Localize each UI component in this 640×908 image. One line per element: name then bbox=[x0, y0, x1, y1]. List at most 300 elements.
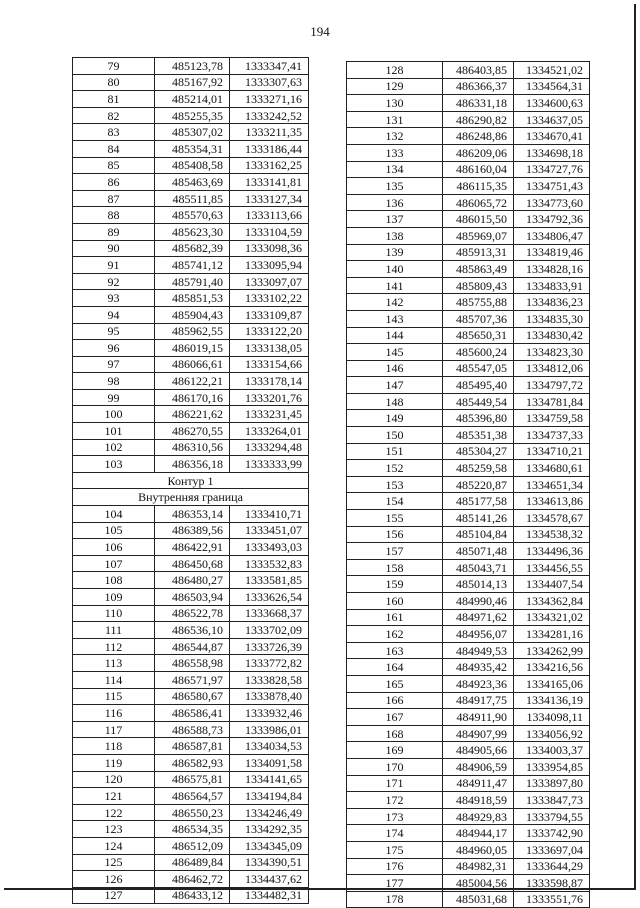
table-row bbox=[73, 323, 309, 340]
coord-x-cell: 484917,75 bbox=[443, 692, 514, 709]
table-row bbox=[347, 377, 590, 394]
point-number-cell: 115 bbox=[73, 688, 155, 705]
coord-y-cell: 1333451,07 bbox=[230, 522, 309, 539]
point-number-cell: 105 bbox=[73, 522, 155, 539]
coordinates-table-right bbox=[346, 61, 590, 908]
coord-y-cell: 1333141,81 bbox=[230, 174, 309, 191]
coord-y-cell: 1334407,54 bbox=[514, 576, 590, 593]
table-row bbox=[73, 771, 309, 788]
coord-x-cell: 486356,18 bbox=[155, 456, 230, 473]
table-row bbox=[347, 360, 590, 377]
coord-y-cell: 1333954,85 bbox=[514, 758, 590, 775]
coord-x-cell: 486066,61 bbox=[155, 356, 230, 373]
table-row bbox=[347, 626, 590, 643]
table-row bbox=[73, 423, 309, 440]
table-row bbox=[347, 78, 590, 95]
coord-x-cell: 486580,67 bbox=[155, 688, 230, 705]
coord-y-cell: 1334737,33 bbox=[514, 427, 590, 444]
coord-y-cell: 1334246,49 bbox=[230, 804, 309, 821]
table-row bbox=[347, 460, 590, 477]
coord-x-cell: 485141,26 bbox=[443, 510, 514, 527]
table-row bbox=[347, 227, 590, 244]
coord-x-cell: 485547,05 bbox=[443, 360, 514, 377]
coord-y-cell: 1334830,42 bbox=[514, 327, 590, 344]
point-number-cell: 156 bbox=[347, 526, 443, 543]
coord-x-cell: 486019,15 bbox=[155, 340, 230, 357]
point-number-cell: 169 bbox=[347, 742, 443, 759]
point-number-cell: 124 bbox=[73, 837, 155, 854]
coord-y-cell: 1334456,55 bbox=[514, 559, 590, 576]
table-row bbox=[73, 887, 309, 904]
point-number-cell: 121 bbox=[73, 788, 155, 805]
table-row bbox=[73, 638, 309, 655]
table-row bbox=[73, 223, 309, 240]
point-number-cell: 167 bbox=[347, 709, 443, 726]
table-row bbox=[347, 393, 590, 410]
point-number-cell: 149 bbox=[347, 410, 443, 427]
point-number-cell: 101 bbox=[73, 423, 155, 440]
coord-y-cell: 1334292,35 bbox=[230, 821, 309, 838]
coord-y-cell: 1334637,05 bbox=[514, 111, 590, 128]
coord-y-cell: 1333109,87 bbox=[230, 306, 309, 323]
table-row bbox=[73, 605, 309, 622]
coord-x-cell: 486588,73 bbox=[155, 721, 230, 738]
point-number-cell: 162 bbox=[347, 626, 443, 643]
table-row bbox=[73, 439, 309, 456]
table-row bbox=[73, 140, 309, 157]
point-number-cell: 168 bbox=[347, 725, 443, 742]
coord-y-cell: 1334698,18 bbox=[514, 144, 590, 161]
coord-x-cell: 486558,98 bbox=[155, 655, 230, 672]
coord-y-cell: 1334670,41 bbox=[514, 128, 590, 145]
point-number-cell: 166 bbox=[347, 692, 443, 709]
table-row bbox=[347, 841, 590, 858]
coord-y-cell: 1333702,09 bbox=[230, 622, 309, 639]
table-row bbox=[347, 62, 590, 79]
point-number-cell: 145 bbox=[347, 344, 443, 361]
table-row bbox=[347, 775, 590, 792]
coord-y-cell: 1334034,53 bbox=[230, 738, 309, 755]
point-number-cell: 176 bbox=[347, 858, 443, 875]
coord-y-cell: 1333794,55 bbox=[514, 808, 590, 825]
coord-x-cell: 485031,68 bbox=[443, 891, 514, 908]
coord-y-cell: 1333098,36 bbox=[230, 240, 309, 257]
point-number-cell: 116 bbox=[73, 705, 155, 722]
table-row bbox=[347, 244, 590, 261]
point-number-cell: 83 bbox=[73, 124, 155, 141]
coord-x-cell: 485913,31 bbox=[443, 244, 514, 261]
point-number-cell: 123 bbox=[73, 821, 155, 838]
point-number-cell: 120 bbox=[73, 771, 155, 788]
table-row bbox=[347, 593, 590, 610]
coord-y-cell: 1334836,23 bbox=[514, 294, 590, 311]
table-row bbox=[73, 107, 309, 124]
coord-y-cell: 1334437,62 bbox=[230, 871, 309, 888]
point-number-cell: 93 bbox=[73, 290, 155, 307]
coord-y-cell: 1334216,56 bbox=[514, 659, 590, 676]
coord-y-cell: 1333726,39 bbox=[230, 638, 309, 655]
table-row bbox=[73, 290, 309, 307]
coord-x-cell: 485004,56 bbox=[443, 875, 514, 892]
table-row bbox=[347, 609, 590, 626]
point-number-cell: 159 bbox=[347, 576, 443, 593]
point-number-cell: 143 bbox=[347, 310, 443, 327]
coord-x-cell: 485104,84 bbox=[443, 526, 514, 543]
point-number-cell: 174 bbox=[347, 825, 443, 842]
coord-y-cell: 1334759,58 bbox=[514, 410, 590, 427]
coord-y-cell: 1334680,61 bbox=[514, 460, 590, 477]
table-row bbox=[347, 443, 590, 460]
table-row bbox=[73, 837, 309, 854]
coord-x-cell: 484905,66 bbox=[443, 742, 514, 759]
table-row bbox=[73, 804, 309, 821]
table-row bbox=[73, 207, 309, 224]
table-row bbox=[73, 754, 309, 771]
table-row bbox=[347, 95, 590, 112]
table-row bbox=[73, 788, 309, 805]
point-number-cell: 96 bbox=[73, 340, 155, 357]
right-table-body bbox=[347, 62, 590, 908]
point-number-cell: 99 bbox=[73, 389, 155, 406]
point-number-cell: 151 bbox=[347, 443, 443, 460]
table-row bbox=[347, 709, 590, 726]
coord-x-cell: 485449,54 bbox=[443, 393, 514, 410]
point-number-cell: 127 bbox=[73, 887, 155, 904]
point-number-cell: 79 bbox=[73, 58, 155, 75]
point-number-cell: 139 bbox=[347, 244, 443, 261]
point-number-cell: 136 bbox=[347, 194, 443, 211]
coord-y-cell: 1333333,99 bbox=[230, 456, 309, 473]
point-number-cell: 84 bbox=[73, 140, 155, 157]
coord-x-cell: 486433,12 bbox=[155, 887, 230, 904]
coord-x-cell: 485304,27 bbox=[443, 443, 514, 460]
coord-y-cell: 1334056,92 bbox=[514, 725, 590, 742]
coord-x-cell: 485463,69 bbox=[155, 174, 230, 191]
coord-y-cell: 1333697,04 bbox=[514, 841, 590, 858]
coord-x-cell: 486170,16 bbox=[155, 389, 230, 406]
table-row bbox=[347, 111, 590, 128]
coord-x-cell: 486331,18 bbox=[443, 95, 514, 112]
section-header-group bbox=[73, 472, 309, 505]
point-number-cell: 155 bbox=[347, 510, 443, 527]
coord-x-cell: 486290,82 bbox=[443, 111, 514, 128]
point-number-cell: 98 bbox=[73, 373, 155, 390]
table-row bbox=[347, 510, 590, 527]
table-row bbox=[73, 306, 309, 323]
table-row bbox=[347, 692, 590, 709]
coord-x-cell: 485962,55 bbox=[155, 323, 230, 340]
point-number-cell: 152 bbox=[347, 460, 443, 477]
coord-x-cell: 486248,86 bbox=[443, 128, 514, 145]
coord-x-cell: 485214,01 bbox=[155, 91, 230, 108]
table-row bbox=[73, 539, 309, 556]
coord-x-cell: 486489,84 bbox=[155, 854, 230, 871]
table-row bbox=[347, 410, 590, 427]
coord-x-cell: 485071,48 bbox=[443, 543, 514, 560]
point-number-cell: 119 bbox=[73, 754, 155, 771]
coord-y-cell: 1334710,21 bbox=[514, 443, 590, 460]
point-number-cell: 89 bbox=[73, 223, 155, 240]
coord-x-cell: 486544,87 bbox=[155, 638, 230, 655]
coord-x-cell: 484907,99 bbox=[443, 725, 514, 742]
coord-y-cell: 1333271,16 bbox=[230, 91, 309, 108]
coord-x-cell: 485650,31 bbox=[443, 327, 514, 344]
table-row bbox=[347, 327, 590, 344]
coord-x-cell: 486310,56 bbox=[155, 439, 230, 456]
coord-y-cell: 1334781,84 bbox=[514, 393, 590, 410]
table-row bbox=[347, 493, 590, 510]
coord-x-cell: 486122,21 bbox=[155, 373, 230, 390]
coord-x-cell: 485682,39 bbox=[155, 240, 230, 257]
table-row bbox=[347, 310, 590, 327]
coord-x-cell: 485014,13 bbox=[443, 576, 514, 593]
coord-y-cell: 1334321,02 bbox=[514, 609, 590, 626]
coord-y-cell: 1333581,85 bbox=[230, 572, 309, 589]
coord-y-cell: 1333772,82 bbox=[230, 655, 309, 672]
point-number-cell: 111 bbox=[73, 622, 155, 639]
coord-y-cell: 1333644,29 bbox=[514, 858, 590, 875]
coord-y-cell: 1333347,41 bbox=[230, 58, 309, 75]
coord-x-cell: 484956,07 bbox=[443, 626, 514, 643]
coord-y-cell: 1334727,76 bbox=[514, 161, 590, 178]
point-number-cell: 81 bbox=[73, 91, 155, 108]
table-row bbox=[73, 257, 309, 274]
coord-x-cell: 485307,02 bbox=[155, 124, 230, 141]
coord-y-cell: 1333186,44 bbox=[230, 140, 309, 157]
coord-x-cell: 486550,23 bbox=[155, 804, 230, 821]
point-number-cell: 131 bbox=[347, 111, 443, 128]
section-row-boundary bbox=[73, 489, 309, 506]
coord-y-cell: 1334165,06 bbox=[514, 675, 590, 692]
coord-x-cell: 485123,78 bbox=[155, 58, 230, 75]
coord-x-cell: 486503,94 bbox=[155, 589, 230, 606]
coord-y-cell: 1334651,34 bbox=[514, 476, 590, 493]
coord-y-cell: 1333242,52 bbox=[230, 107, 309, 124]
coord-x-cell: 486571,97 bbox=[155, 671, 230, 688]
coord-x-cell: 485255,35 bbox=[155, 107, 230, 124]
coord-y-cell: 1334091,58 bbox=[230, 754, 309, 771]
point-number-cell: 146 bbox=[347, 360, 443, 377]
table-row bbox=[73, 456, 309, 473]
point-number-cell: 103 bbox=[73, 456, 155, 473]
table-row bbox=[73, 555, 309, 572]
point-number-cell: 132 bbox=[347, 128, 443, 145]
coord-x-cell: 486353,14 bbox=[155, 506, 230, 523]
table-row bbox=[73, 522, 309, 539]
coord-x-cell: 486564,57 bbox=[155, 788, 230, 805]
point-number-cell: 135 bbox=[347, 178, 443, 195]
point-number-cell: 137 bbox=[347, 211, 443, 228]
point-number-cell: 114 bbox=[73, 671, 155, 688]
coord-y-cell: 1333742,90 bbox=[514, 825, 590, 842]
table-row bbox=[73, 340, 309, 357]
coord-y-cell: 1334819,46 bbox=[514, 244, 590, 261]
coord-y-cell: 1333986,01 bbox=[230, 721, 309, 738]
coord-x-cell: 486065,72 bbox=[443, 194, 514, 211]
table-row bbox=[73, 589, 309, 606]
table-row bbox=[347, 559, 590, 576]
coord-y-cell: 1333598,87 bbox=[514, 875, 590, 892]
table-row bbox=[73, 91, 309, 108]
point-number-cell: 150 bbox=[347, 427, 443, 444]
point-number-cell: 87 bbox=[73, 190, 155, 207]
coord-x-cell: 484911,90 bbox=[443, 709, 514, 726]
table-row bbox=[73, 705, 309, 722]
table-row bbox=[73, 273, 309, 290]
coord-y-cell: 1333897,80 bbox=[514, 775, 590, 792]
point-number-cell: 122 bbox=[73, 804, 155, 821]
point-number-cell: 164 bbox=[347, 659, 443, 676]
coord-y-cell: 1333847,73 bbox=[514, 792, 590, 809]
coord-y-cell: 1333127,34 bbox=[230, 190, 309, 207]
coord-x-cell: 486389,56 bbox=[155, 522, 230, 539]
coord-y-cell: 1333932,46 bbox=[230, 705, 309, 722]
table-row bbox=[347, 725, 590, 742]
point-number-cell: 88 bbox=[73, 207, 155, 224]
table-row bbox=[73, 854, 309, 871]
table-row bbox=[73, 738, 309, 755]
point-number-cell: 112 bbox=[73, 638, 155, 655]
coord-y-cell: 1334600,63 bbox=[514, 95, 590, 112]
coord-y-cell: 1334194,84 bbox=[230, 788, 309, 805]
table-row bbox=[73, 190, 309, 207]
point-number-cell: 173 bbox=[347, 808, 443, 825]
coord-y-cell: 1334390,51 bbox=[230, 854, 309, 871]
coord-y-cell: 1334578,67 bbox=[514, 510, 590, 527]
coord-y-cell: 1334828,16 bbox=[514, 261, 590, 278]
point-number-cell: 161 bbox=[347, 609, 443, 626]
point-number-cell: 118 bbox=[73, 738, 155, 755]
point-number-cell: 171 bbox=[347, 775, 443, 792]
point-number-cell: 113 bbox=[73, 655, 155, 672]
point-number-cell: 117 bbox=[73, 721, 155, 738]
section-boundary-label: Внутренняя граница bbox=[73, 489, 309, 506]
coord-y-cell: 1333102,22 bbox=[230, 290, 309, 307]
coord-y-cell: 1333532,83 bbox=[230, 555, 309, 572]
coord-x-cell: 486015,50 bbox=[443, 211, 514, 228]
point-number-cell: 110 bbox=[73, 605, 155, 622]
point-number-cell: 154 bbox=[347, 493, 443, 510]
point-number-cell: 147 bbox=[347, 377, 443, 394]
coord-x-cell: 485351,38 bbox=[443, 427, 514, 444]
table-row bbox=[73, 506, 309, 523]
table-row bbox=[347, 277, 590, 294]
coord-y-cell: 1334564,31 bbox=[514, 78, 590, 95]
coord-x-cell: 486221,62 bbox=[155, 406, 230, 423]
coord-x-cell: 484971,62 bbox=[443, 609, 514, 626]
point-number-cell: 109 bbox=[73, 589, 155, 606]
table-row bbox=[73, 871, 309, 888]
coord-x-cell: 486115,35 bbox=[443, 178, 514, 195]
coord-x-cell: 486536,10 bbox=[155, 622, 230, 639]
coord-x-cell: 486422,91 bbox=[155, 539, 230, 556]
coord-x-cell: 486403,85 bbox=[443, 62, 514, 79]
coord-x-cell: 486480,27 bbox=[155, 572, 230, 589]
coord-x-cell: 484960,05 bbox=[443, 841, 514, 858]
point-number-cell: 97 bbox=[73, 356, 155, 373]
coord-x-cell: 485043,71 bbox=[443, 559, 514, 576]
table-row bbox=[73, 356, 309, 373]
table-row bbox=[347, 875, 590, 892]
point-number-cell: 95 bbox=[73, 323, 155, 340]
point-number-cell: 158 bbox=[347, 559, 443, 576]
coord-x-cell: 486512,09 bbox=[155, 837, 230, 854]
point-number-cell: 148 bbox=[347, 393, 443, 410]
coord-y-cell: 1334098,11 bbox=[514, 709, 590, 726]
coord-y-cell: 1333162,25 bbox=[230, 157, 309, 174]
coord-y-cell: 1334521,02 bbox=[514, 62, 590, 79]
point-number-cell: 170 bbox=[347, 758, 443, 775]
coord-y-cell: 1333264,01 bbox=[230, 423, 309, 440]
point-number-cell: 130 bbox=[347, 95, 443, 112]
coord-y-cell: 1334496,36 bbox=[514, 543, 590, 560]
point-number-cell: 157 bbox=[347, 543, 443, 560]
left-table-body-upper bbox=[73, 58, 309, 473]
table-row bbox=[73, 58, 309, 75]
point-number-cell: 138 bbox=[347, 227, 443, 244]
coord-x-cell: 485741,12 bbox=[155, 257, 230, 274]
point-number-cell: 100 bbox=[73, 406, 155, 423]
point-number-cell: 86 bbox=[73, 174, 155, 191]
point-number-cell: 90 bbox=[73, 240, 155, 257]
point-number-cell: 91 bbox=[73, 257, 155, 274]
point-number-cell: 85 bbox=[73, 157, 155, 174]
point-number-cell: 107 bbox=[73, 555, 155, 572]
coord-x-cell: 485791,40 bbox=[155, 273, 230, 290]
coord-y-cell: 1333551,76 bbox=[514, 891, 590, 908]
coord-x-cell: 484990,46 bbox=[443, 593, 514, 610]
coord-y-cell: 1333178,14 bbox=[230, 373, 309, 390]
coord-x-cell: 484923,36 bbox=[443, 675, 514, 692]
coord-x-cell: 485495,40 bbox=[443, 377, 514, 394]
left-table-body-lower bbox=[73, 506, 309, 904]
coord-x-cell: 485396,80 bbox=[443, 410, 514, 427]
section-row-contour bbox=[73, 472, 309, 489]
coord-y-cell: 1333294,48 bbox=[230, 439, 309, 456]
table-row bbox=[73, 174, 309, 191]
table-row bbox=[347, 294, 590, 311]
coord-x-cell: 484911,47 bbox=[443, 775, 514, 792]
coord-x-cell: 485863,49 bbox=[443, 261, 514, 278]
coord-y-cell: 1333113,66 bbox=[230, 207, 309, 224]
page-number: 194 bbox=[310, 24, 330, 39]
point-number-cell: 92 bbox=[73, 273, 155, 290]
coord-y-cell: 1334262,99 bbox=[514, 642, 590, 659]
coord-x-cell: 486534,35 bbox=[155, 821, 230, 838]
coord-x-cell: 485511,85 bbox=[155, 190, 230, 207]
coord-y-cell: 1334773,60 bbox=[514, 194, 590, 211]
table-row bbox=[73, 157, 309, 174]
coord-x-cell: 485851,53 bbox=[155, 290, 230, 307]
coord-y-cell: 1334281,16 bbox=[514, 626, 590, 643]
coord-y-cell: 1334792,36 bbox=[514, 211, 590, 228]
table-row bbox=[347, 261, 590, 278]
coord-x-cell: 485969,07 bbox=[443, 227, 514, 244]
table-row bbox=[347, 344, 590, 361]
point-number-cell: 178 bbox=[347, 891, 443, 908]
table-row bbox=[347, 543, 590, 560]
coord-x-cell: 484918,59 bbox=[443, 792, 514, 809]
coord-y-cell: 1334482,31 bbox=[230, 887, 309, 904]
point-number-cell: 94 bbox=[73, 306, 155, 323]
coord-y-cell: 1333122,20 bbox=[230, 323, 309, 340]
coord-x-cell: 486587,81 bbox=[155, 738, 230, 755]
point-number-cell: 128 bbox=[347, 62, 443, 79]
coord-y-cell: 1333104,59 bbox=[230, 223, 309, 240]
coord-x-cell: 486270,55 bbox=[155, 423, 230, 440]
coord-x-cell: 485904,43 bbox=[155, 306, 230, 323]
table-row bbox=[347, 128, 590, 145]
